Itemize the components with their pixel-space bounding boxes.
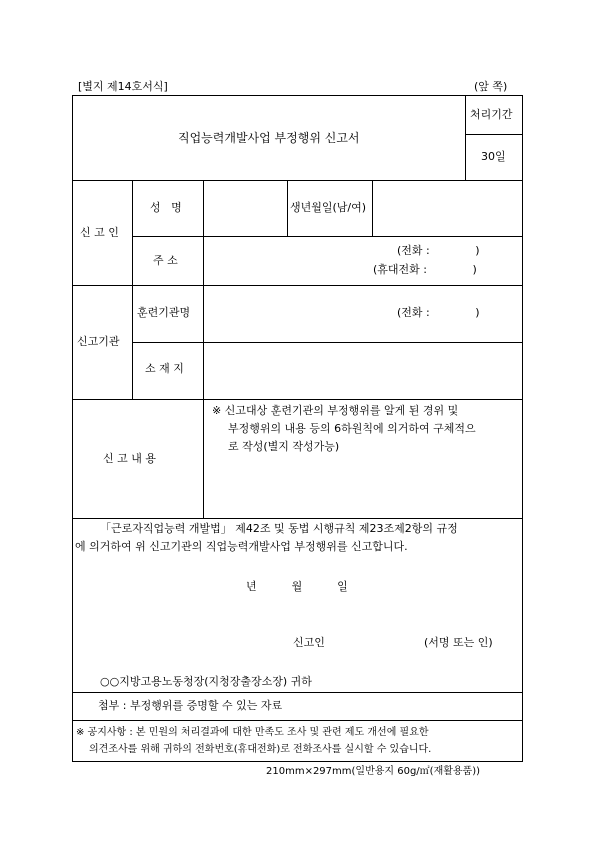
declaration-line-2: 에 의거하여 위 신고기관의 직업능력개발사업 부정행위를 신고합니다.	[75, 540, 408, 553]
declaration-line-1: 「근로자직업능력 개발법」 제42조 및 동법 시행규칙 제23조제2항의 규정	[100, 522, 458, 535]
institution-phone-label: (전화 : )	[397, 306, 480, 319]
notice-line-2: 의견조사를 위해 귀하의 전화번호(휴대전화)로 전화조사를 실시할 수 있습니다.	[89, 744, 432, 755]
signer-label: 신고인	[293, 636, 325, 649]
reporter-name-field[interactable]	[205, 182, 285, 234]
processing-period-value: 30일	[481, 150, 506, 163]
address-label: 주 소	[153, 254, 178, 267]
date-line: 년 월 일	[246, 580, 348, 593]
form-title: 직업능력개발사업 부정행위 신고서	[178, 131, 360, 145]
institution-section-label: 신고기관	[77, 335, 120, 348]
reporter-mobile-label: (휴대전화 : )	[373, 263, 477, 276]
notice-line-1: ※ 공지사항 : 본 민원의 처리결과에 대한 만족도 조사 및 관련 제도 개선에 필요한	[76, 727, 429, 738]
form-number: [별지 제14호서식]	[78, 80, 168, 93]
institution-name-label: 훈련기관명	[137, 306, 191, 319]
institution-location-label: 소 재 지	[145, 362, 184, 375]
content-field[interactable]	[205, 401, 520, 516]
birth-gender-label: 생년월일(남/여)	[290, 201, 367, 214]
content-note-line-2: 부정행위의 내용 등의 6하원칙에 의거하여 구체적으	[228, 422, 476, 435]
reporter-name-label: 성 명	[150, 201, 182, 214]
reporter-section-label: 신 고 인	[80, 226, 119, 239]
content-section-label: 신 고 내 용	[103, 452, 156, 465]
content-note-line-1: ※ 신고대상 훈련기관의 부정행위를 알게 된 경위 및	[212, 404, 459, 417]
addressee: ○○지방고용노동청장(지청장출장소장) 귀하	[100, 675, 312, 688]
content-note-line-3: 로 작성(별지 작성가능)	[228, 440, 340, 453]
paper-spec: 210mm×297mm(일반용지 60g/㎡(재활용품))	[266, 766, 481, 777]
reporter-phone-label: (전화 : )	[397, 244, 480, 257]
attachment-note: 첨부 : 부정행위를 증명할 수 있는 자료	[98, 699, 283, 712]
page-side-label: (앞 쪽)	[474, 80, 508, 93]
signature-note: (서명 또는 인)	[424, 636, 493, 649]
processing-period-label: 처리기간	[470, 108, 513, 121]
institution-location-field[interactable]	[205, 344, 520, 397]
birth-gender-field[interactable]	[374, 182, 520, 234]
